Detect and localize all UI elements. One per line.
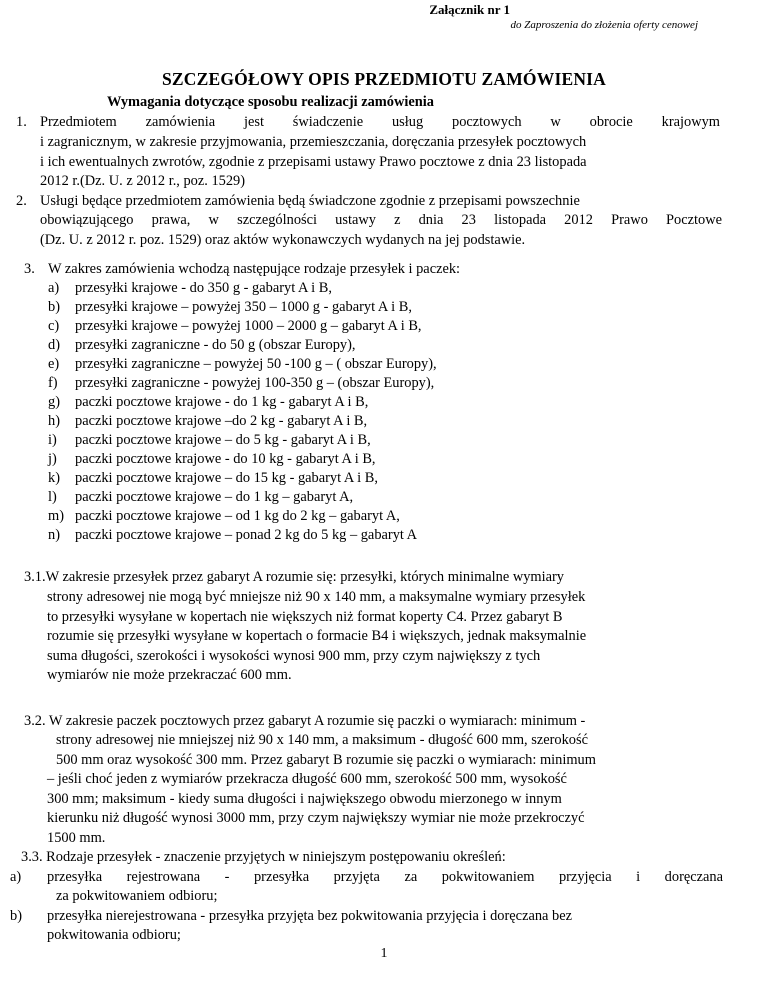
list-letter: m) <box>48 508 64 524</box>
list-letter: n) <box>48 527 60 543</box>
list-item: przesyłki krajowe – powyżej 1000 – 2000 g – gabaryt A i B, <box>75 318 422 334</box>
s31-line: to przesyłki wysyłane w kopertach nie większych niż format koperty C4. Przez gabaryt B <box>47 609 563 625</box>
list-item: paczki pocztowe krajowe – ponad 2 kg do 5 kg – gabaryt A <box>75 527 418 543</box>
list-item: paczki pocztowe krajowe - do 1 kg - gabaryt A i B, <box>75 394 369 410</box>
s33-intro: 3.3. Rodzaje przesyłek - znaczenie przyjętych w niniejszym postępowaniu określeń: <box>21 849 506 865</box>
list-letter: i) <box>48 432 57 448</box>
list-item: paczki pocztowe krajowe – do 15 kg - gabaryt A i B, <box>75 470 378 486</box>
list-letter: g) <box>48 394 60 410</box>
list-item: paczki pocztowe krajowe - do 10 kg - gabaryt A i B, <box>75 451 376 467</box>
req2-line: (Dz. U. z 2012 r. poz. 1529) oraz aktów wykonawczych wydanych na jej podstawie. <box>40 232 526 248</box>
list-item: przesyłki zagraniczne – powyżej 50 -100 g – ( obszar Europy), <box>75 356 437 372</box>
list-letter: j) <box>48 451 57 467</box>
s31-line: 3.1.W zakresie przesyłek przez gabaryt A rozumie się: przesyłki, których minimalne wymiary <box>24 569 564 585</box>
list-item: paczki pocztowe krajowe – od 1 kg do 2 kg – gabaryt A, <box>75 508 400 524</box>
list-letter: e) <box>48 356 60 372</box>
list-letter: l) <box>48 489 57 505</box>
list-item: paczki pocztowe krajowe –do 2 kg - gabaryt A i B, <box>75 413 368 429</box>
list-letter: f) <box>48 375 58 391</box>
list-item: przesyłki zagraniczne - powyżej 100-350 g – (obszar Europy), <box>75 375 435 391</box>
list-item: paczki pocztowe krajowe – do 5 kg - gabaryt A i B, <box>75 432 371 448</box>
list-item: przesyłki zagraniczne - do 50 g (obszar Europy), <box>75 337 356 353</box>
page-number: 1 <box>380 946 388 961</box>
s31-line: strony adresowej nie mogą być mniejsze niż 90 x 140 mm, a maksymalne wymiary przesyłek <box>47 589 586 605</box>
list-letter: b) <box>48 299 60 315</box>
list-item: przesyłki krajowe - do 350 g - gabaryt A i B, <box>75 280 332 296</box>
list-item: paczki pocztowe krajowe – do 1 kg – gabaryt A, <box>75 489 354 505</box>
req2-number: 2. <box>16 193 27 209</box>
s32-line: kierunku niż długość wynosi 3000 mm, przy czym największy wymiar nie może przekroczyć <box>47 810 585 826</box>
s31-line: rozumie się przesyłki wysyłane w kopertach o formacie B4 i większych, jednak maksymalnie <box>47 628 587 644</box>
list-letter: d) <box>48 337 60 353</box>
s32-line: 300 mm; maksimum - kiedy suma długości i największego obwodu mierzonego w innym <box>47 791 562 807</box>
s32-line: 500 mm oraz wysokość 300 mm. Przez gabaryt B rozumie się paczki o wymiarach: minimum <box>56 752 596 768</box>
req2-line: obowiązującego prawa, w szczególności ustawy z dnia 23 listopada 2012 Prawo Pocztowe <box>40 212 722 228</box>
s32-line: 1500 mm. <box>47 830 106 846</box>
document-title: SZCZEGÓŁOWY OPIS PRZEDMIOTU ZAMÓWIENIA <box>161 69 607 89</box>
req1-line: i ich ewentualnych zwrotów, zgodnie z przepisami ustawy Prawo pocztowe z dnia 23 listopada <box>40 154 587 170</box>
s31-line: wymiarów nie może przekraczać 600 mm. <box>47 667 292 683</box>
req1-line: Przedmiotem zamówienia jest świadczenie usług pocztowych w obrocie krajowym <box>40 114 720 130</box>
list-letter: c) <box>48 318 60 334</box>
req1-line: i zagranicznym, w zakresie przyjmowania, przemieszczania, doręczania przesyłek pocztowych <box>40 134 587 150</box>
list-letter: h) <box>48 413 60 429</box>
s32-line: 3.2. W zakresie paczek pocztowych przez gabaryt A rozumie się paczki o wymiarach: minimum - <box>24 713 586 729</box>
list-letter: a) <box>48 280 60 296</box>
list-letter: b) <box>10 908 22 924</box>
req2-line: Usługi będące przedmiotem zamówienia będą świadczone zgodnie z przepisami powszechnie <box>40 193 580 209</box>
s33-a-line: przesyłka rejestrowana - przesyłka przyjęta za pokwitowaniem przyjęcia i doręczana <box>47 869 723 885</box>
req3-number: 3. <box>24 261 35 277</box>
list-letter: k) <box>48 470 60 486</box>
req1-number: 1. <box>16 114 27 130</box>
req3-intro: W zakres zamówienia wchodzą następujące rodzaje przesyłek i paczek: <box>48 261 461 277</box>
annex-label: Załącznik nr 1 <box>429 2 510 17</box>
s33-b-line: przesyłka nierejestrowana - przesyłka przyjęta bez pokwitowania przyjęcia i doręczana bez <box>47 908 572 924</box>
list-item: przesyłki krajowe – powyżej 350 – 1000 g - gabaryt A i B, <box>75 299 412 315</box>
annex-subtitle: do Zaproszenia do złożenia oferty cenowej <box>510 19 698 31</box>
s32-line: – jeśli choć jeden z wymiarów przekracza długość 600 mm, szerokość 500 mm, wysokość <box>47 771 567 787</box>
s32-line: strony adresowej nie mniejszej niż 90 x 140 mm, a maksimum - długość 600 mm, szerokość <box>56 732 588 748</box>
s33-b-line: pokwitowania odbioru; <box>47 927 181 943</box>
req1-line: 2012 r.(Dz. U. z 2012 r., poz. 1529) <box>40 173 246 189</box>
s33-a-line: za pokwitowaniem odbioru; <box>56 888 218 904</box>
list-letter: a) <box>10 869 22 885</box>
s31-line: suma długości, szerokości i wysokości wynosi 900 mm, przy czym największy z tych <box>47 648 541 664</box>
requirements-heading: Wymagania dotyczące sposobu realizacji zamówienia <box>107 94 434 110</box>
